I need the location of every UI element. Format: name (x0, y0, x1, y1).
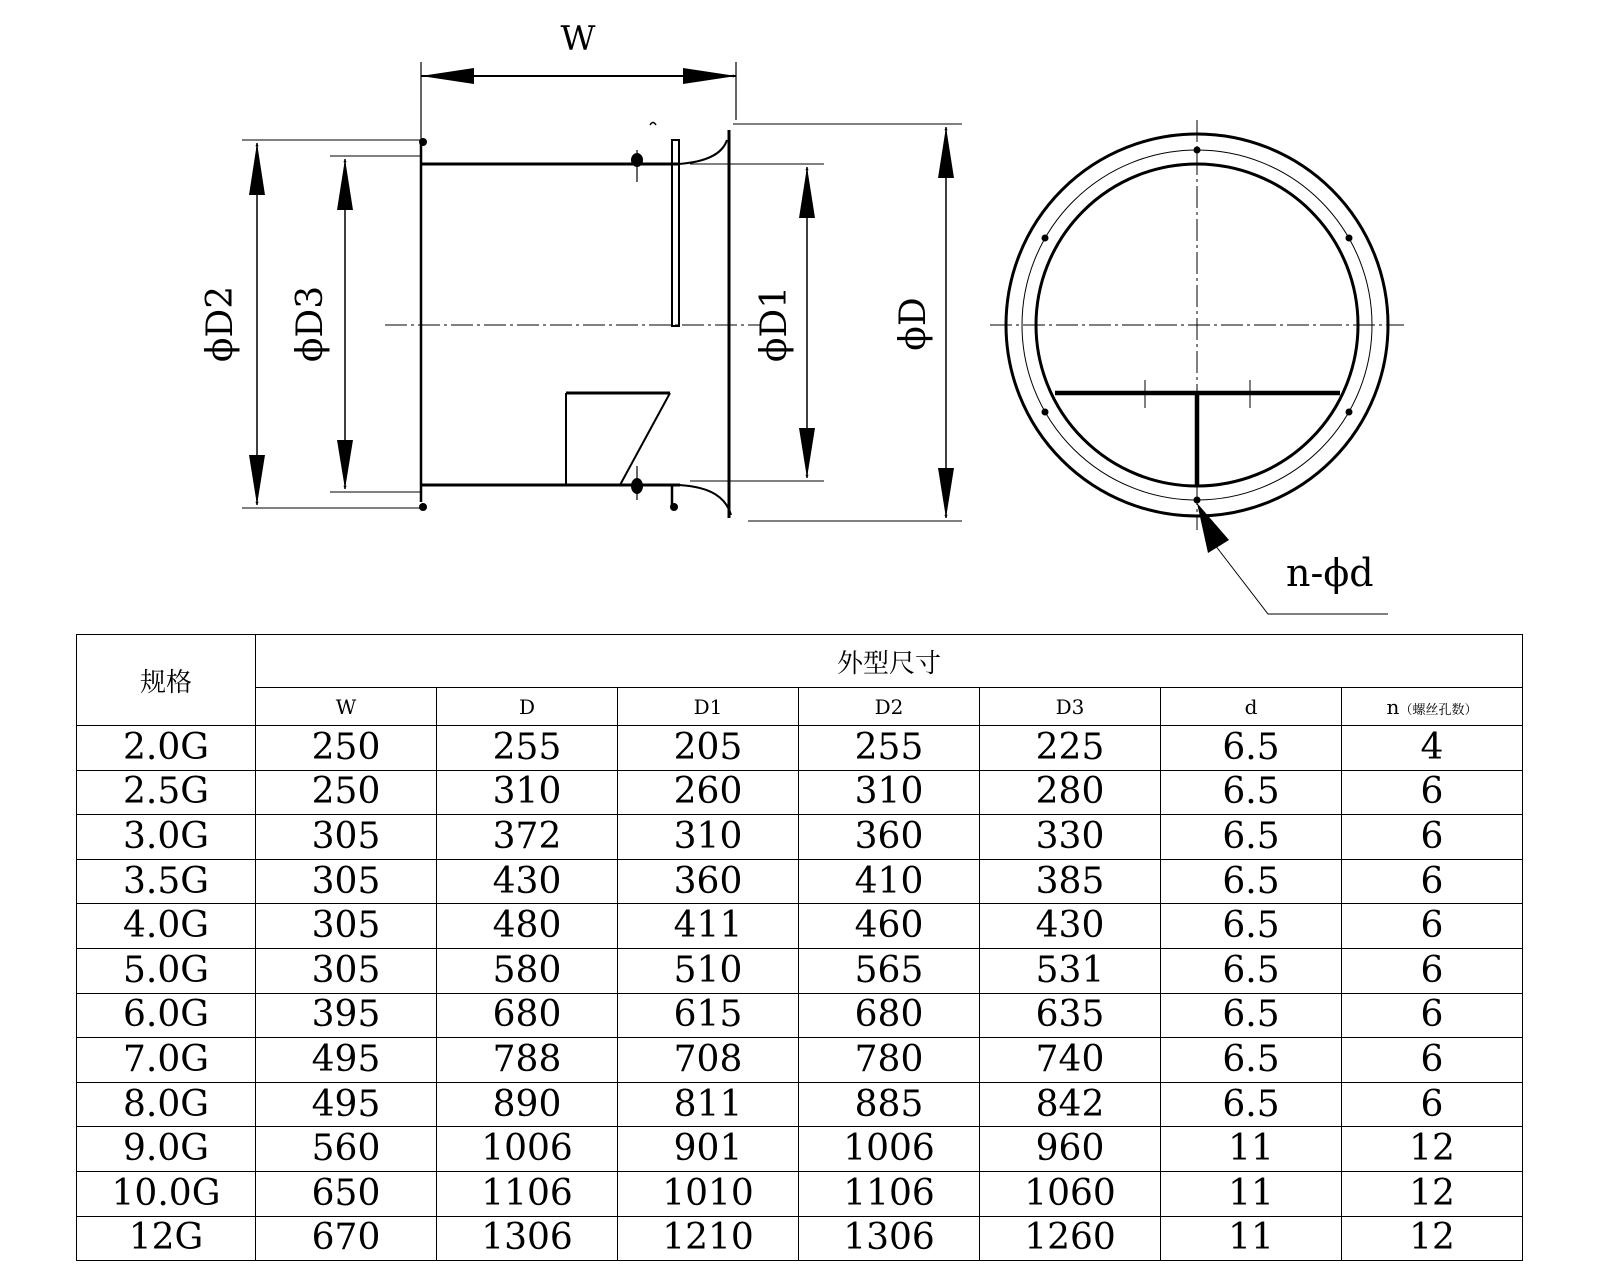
table-body (77, 726, 1523, 1261)
table-cell: 260 (618, 770, 799, 815)
table-cell: 6.5 (1161, 1082, 1342, 1127)
table-cell: 360 (799, 815, 980, 860)
table-cell: 1106 (799, 1171, 980, 1216)
table-cell: 205 (618, 726, 799, 771)
table-cell: 6.5 (1161, 726, 1342, 771)
table-cell: 510 (618, 948, 799, 993)
table-cell: 531 (980, 948, 1161, 993)
table-row (77, 1038, 1523, 1083)
table-row (77, 993, 1523, 1038)
dimension-arrowheads (249, 68, 954, 518)
table-cell: 11 (1161, 1216, 1342, 1261)
table-cell: 495 (256, 1082, 437, 1127)
fan-dimension-drawing (0, 0, 1600, 630)
column-header-d: d (1161, 688, 1342, 726)
table-cell: 565 (799, 948, 980, 993)
spec-cell: 7.0G (77, 1038, 256, 1083)
table-cell: 6 (1342, 1082, 1523, 1127)
spec-table (76, 634, 1523, 1261)
d1-label: ϕD1 (754, 285, 795, 363)
casing-bolt-icon (632, 123, 656, 501)
table-cell: 740 (980, 1038, 1161, 1083)
table-cell: 1106 (437, 1171, 618, 1216)
flange-bolt-icon (420, 504, 426, 510)
table-cell: 6.5 (1161, 815, 1342, 860)
column-header-n-note: （螺丝孔数） (1399, 702, 1478, 718)
table-cell: 372 (437, 815, 618, 860)
table-cell: 842 (980, 1082, 1161, 1127)
d2-label: ϕD2 (200, 285, 241, 363)
table-cell: 310 (799, 770, 980, 815)
table-cell: 410 (799, 859, 980, 904)
table-cell: 12 (1342, 1171, 1523, 1216)
spec-cell: 9.0G (77, 1127, 256, 1172)
table-cell: 4 (1342, 726, 1523, 771)
table-cell: 960 (980, 1127, 1161, 1172)
flange-bolt-icon (420, 139, 426, 145)
table-cell: 6.5 (1161, 993, 1342, 1038)
table-cell: 6 (1342, 993, 1523, 1038)
table-row (77, 1127, 1523, 1172)
table-cell: 650 (256, 1171, 437, 1216)
d3-label: ϕD3 (290, 285, 331, 363)
table-cell: 6 (1342, 859, 1523, 904)
table-cell: 780 (799, 1038, 980, 1083)
d-label: ϕD (893, 297, 934, 351)
hole-leader-arrow (1197, 503, 1229, 553)
table-row (77, 1216, 1523, 1261)
column-header-d2: D2 (799, 688, 980, 726)
table-row (77, 770, 1523, 815)
table-row (77, 904, 1523, 949)
table-cell: 310 (618, 815, 799, 860)
table-row (77, 1171, 1523, 1216)
dimensions-group-header: 外型尺寸 (256, 635, 1523, 688)
d2-dimension (242, 140, 420, 508)
table-cell: 395 (256, 993, 437, 1038)
column-header-n (1342, 688, 1523, 726)
table-cell: 330 (980, 815, 1161, 860)
table-cell: 6 (1342, 904, 1523, 949)
table-cell: 1006 (437, 1127, 618, 1172)
table-cell: 1010 (618, 1171, 799, 1216)
table-cell: 615 (618, 993, 799, 1038)
table-cell: 1210 (618, 1216, 799, 1261)
table-cell: 430 (980, 904, 1161, 949)
table-cell: 1306 (437, 1216, 618, 1261)
column-header-n-label: n (1386, 694, 1400, 719)
table-cell: 6.5 (1161, 948, 1342, 993)
table-cell: 385 (980, 859, 1161, 904)
front-view (990, 120, 1404, 614)
spec-cell: 3.0G (77, 815, 256, 860)
table-cell: 11 (1161, 1171, 1342, 1216)
table-cell: 6 (1342, 815, 1523, 860)
table-cell: 360 (618, 859, 799, 904)
table-cell: 430 (437, 859, 618, 904)
table-row (77, 1082, 1523, 1127)
table-row (77, 726, 1523, 771)
table-cell: 811 (618, 1082, 799, 1127)
motor-bracket (566, 393, 670, 485)
spec-cell: 8.0G (77, 1082, 256, 1127)
table-row (77, 859, 1523, 904)
table-cell: 1306 (799, 1216, 980, 1261)
table-cell: 310 (437, 770, 618, 815)
table-cell: 6.5 (1161, 770, 1342, 815)
table-cell: 680 (437, 993, 618, 1038)
table-cell: 411 (618, 904, 799, 949)
spec-cell: 10.0G (77, 1171, 256, 1216)
column-header-w: W (256, 688, 437, 726)
table-cell: 305 (256, 948, 437, 993)
spec-cell: 3.5G (77, 859, 256, 904)
spec-cell: 4.0G (77, 904, 256, 949)
table-cell: 901 (618, 1127, 799, 1172)
holes-label: n-ϕd (1286, 551, 1374, 595)
table-row (77, 815, 1523, 860)
table-cell: 12 (1342, 1127, 1523, 1172)
table-cell: 580 (437, 948, 618, 993)
table-cell: 1006 (799, 1127, 980, 1172)
spec-header: 规格 (77, 635, 256, 726)
table-cell: 788 (437, 1038, 618, 1083)
spec-cell: 6.0G (77, 993, 256, 1038)
table-cell: 6 (1342, 948, 1523, 993)
table-cell: 1260 (980, 1216, 1161, 1261)
spec-cell: 12G (77, 1216, 256, 1261)
column-header-d1: D1 (618, 688, 799, 726)
table-cell: 6 (1342, 770, 1523, 815)
table-cell: 560 (256, 1127, 437, 1172)
table-cell: 708 (618, 1038, 799, 1083)
table-cell: 890 (437, 1082, 618, 1127)
table-cell: 250 (256, 726, 437, 771)
spec-cell: 5.0G (77, 948, 256, 993)
table-cell: 670 (256, 1216, 437, 1261)
table-row (77, 948, 1523, 993)
table-cell: 255 (437, 726, 618, 771)
table-cell: 6 (1342, 1038, 1523, 1083)
table-cell: 6.5 (1161, 904, 1342, 949)
table-cell: 12 (1342, 1216, 1523, 1261)
table-cell: 6.5 (1161, 859, 1342, 904)
table-cell: 11 (1161, 1127, 1342, 1172)
spec-cell: 2.5G (77, 770, 256, 815)
table-cell: 255 (799, 726, 980, 771)
table-cell: 280 (980, 770, 1161, 815)
table-cell: 225 (980, 726, 1161, 771)
column-header-row (77, 688, 1523, 726)
table-cell: 680 (799, 993, 980, 1038)
table-cell: 305 (256, 815, 437, 860)
w-label: W (560, 19, 596, 59)
column-header-d: D (437, 688, 618, 726)
table-cell: 635 (980, 993, 1161, 1038)
table-cell: 480 (437, 904, 618, 949)
column-header-d3: D3 (980, 688, 1161, 726)
table-cell: 6.5 (1161, 1038, 1342, 1083)
table-cell: 305 (256, 904, 437, 949)
table-cell: 885 (799, 1082, 980, 1127)
spec-cell: 2.0G (77, 726, 256, 771)
table-cell: 250 (256, 770, 437, 815)
table-cell: 460 (799, 904, 980, 949)
table-cell: 305 (256, 859, 437, 904)
table-cell: 495 (256, 1038, 437, 1083)
mid-flange-top (672, 140, 679, 326)
table-cell: 1060 (980, 1171, 1161, 1216)
